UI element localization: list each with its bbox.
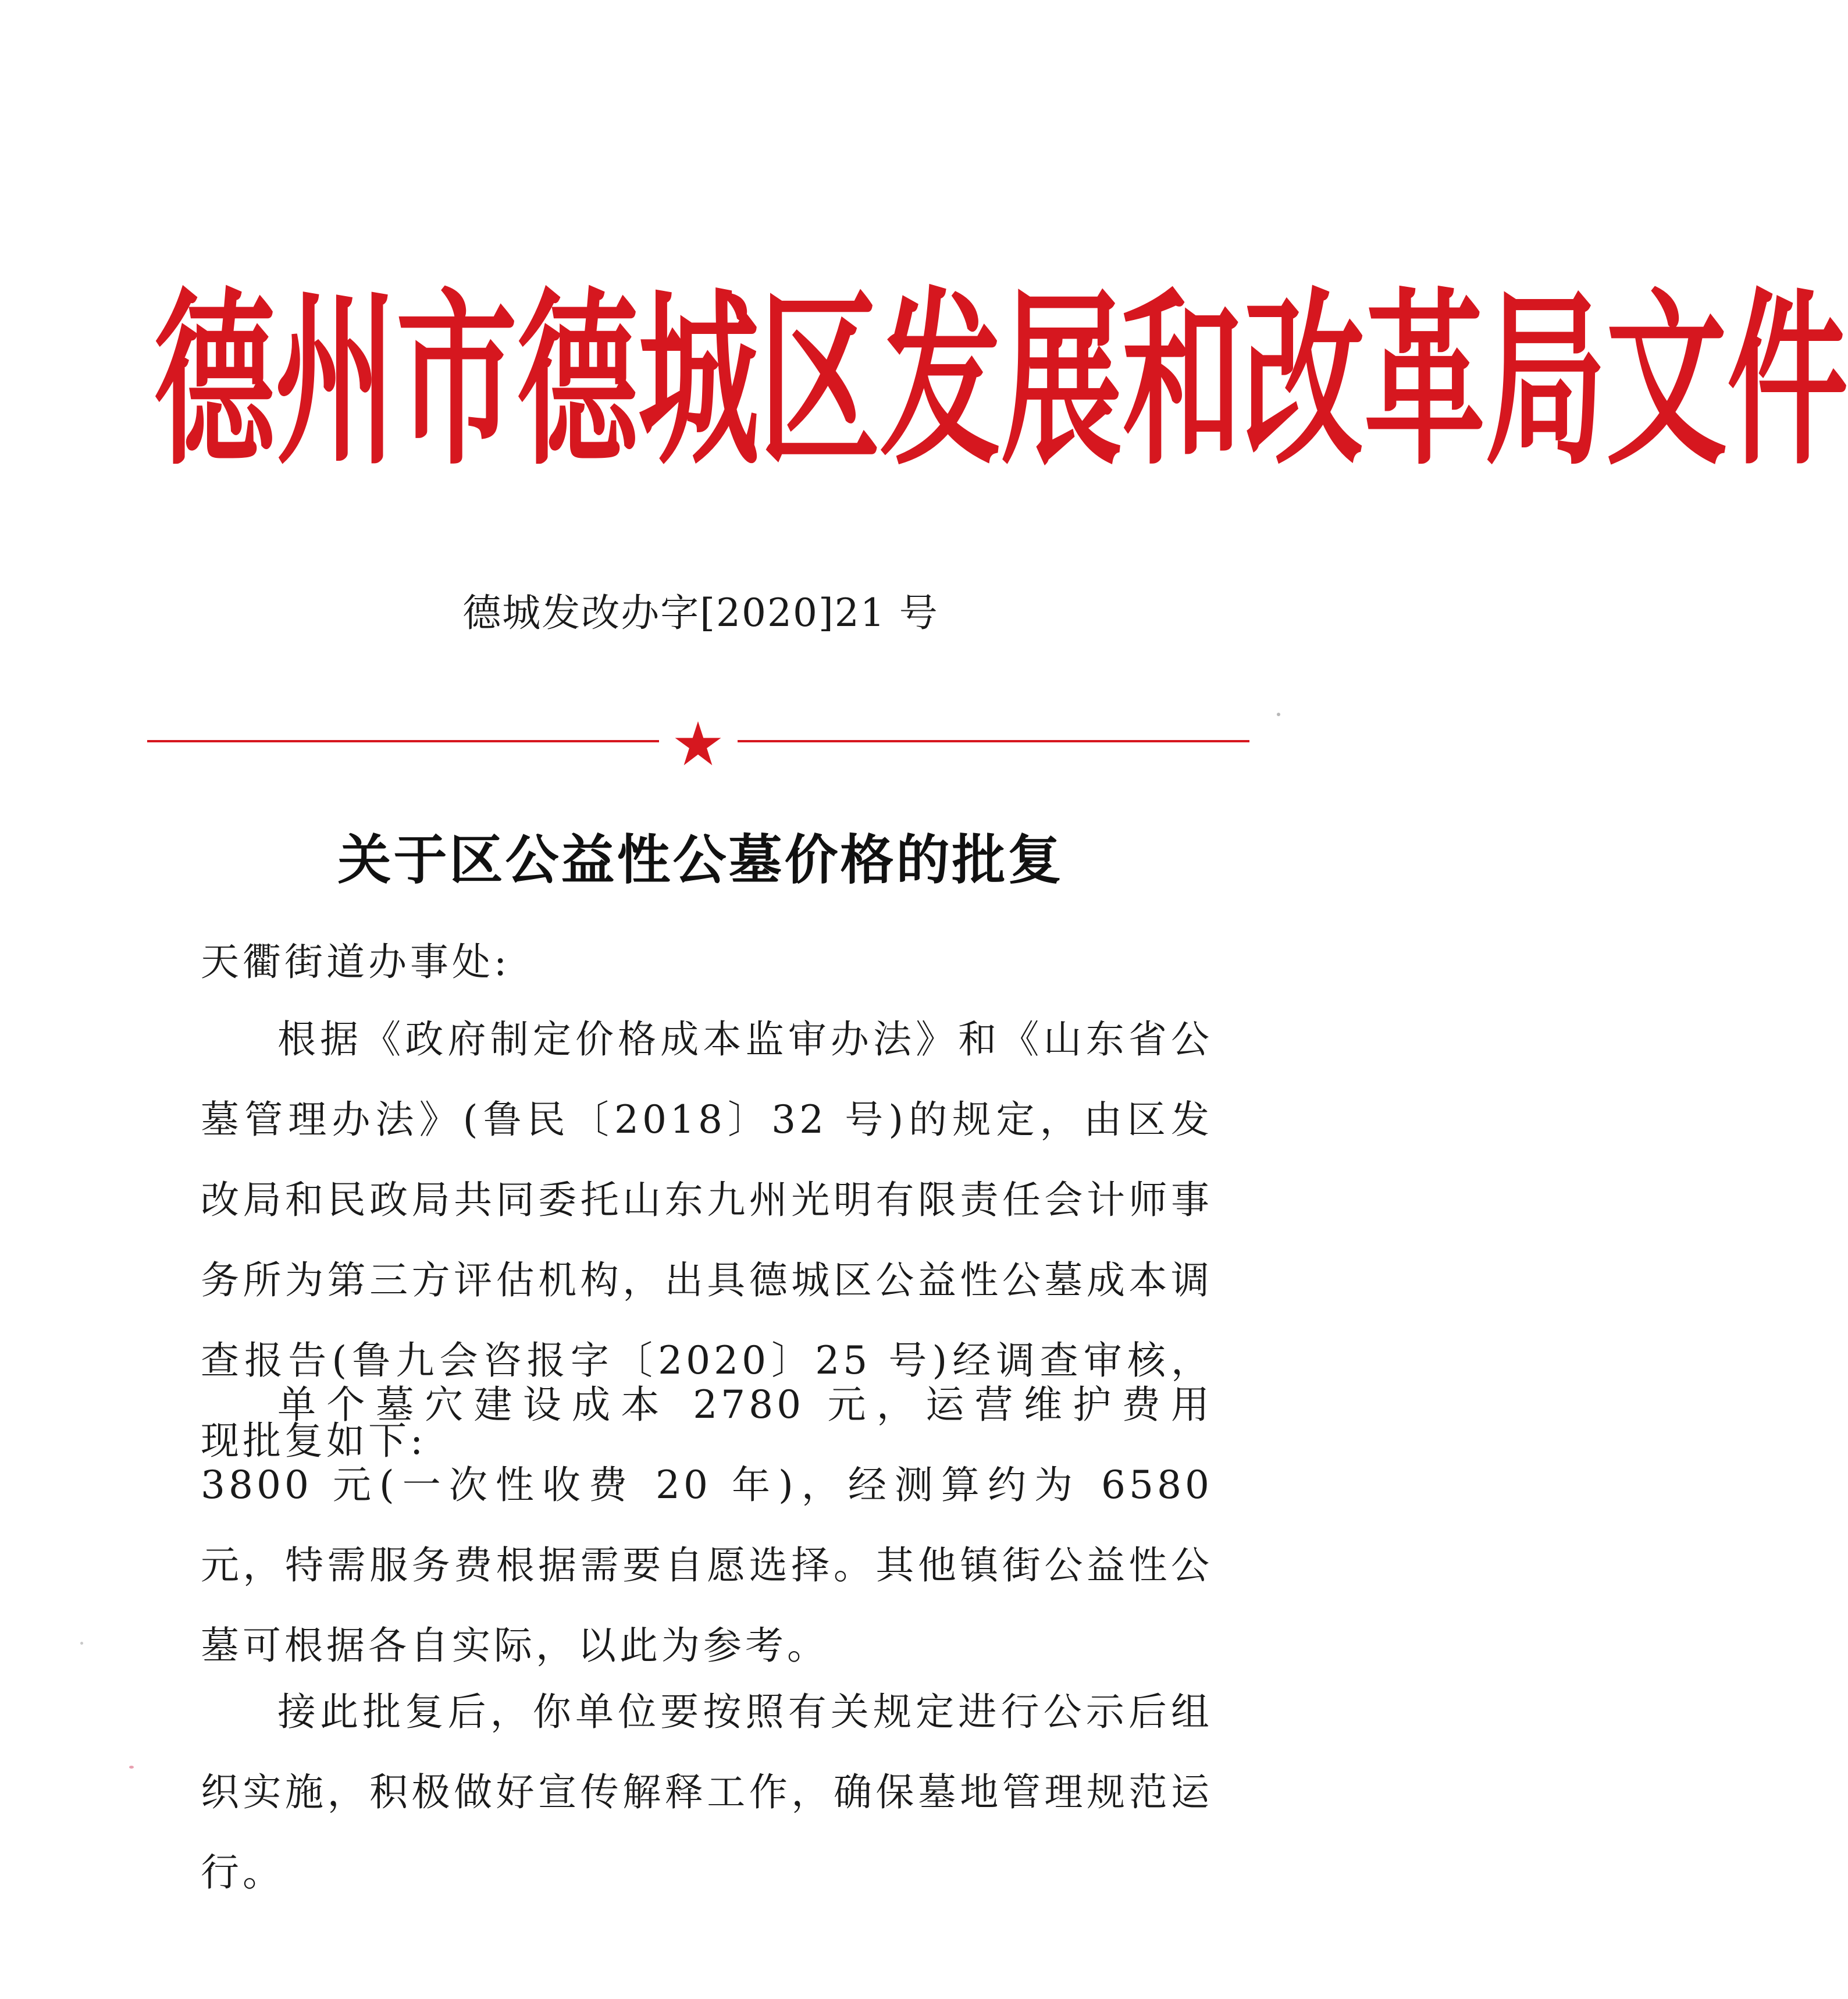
org-header-char: 和 [1122,271,1243,492]
red-star-icon [674,720,722,767]
divider-line-left [147,740,659,742]
org-header-char: 改 [1243,271,1364,492]
org-header-char: 发 [880,271,1001,492]
org-header-char: 城 [638,271,759,492]
red-divider [147,720,1249,761]
org-header-char: 文 [1606,271,1727,492]
org-header-char: 局 [1485,271,1606,492]
scan-speck [80,1642,83,1645]
org-header-char: 革 [1364,271,1485,492]
scan-speck [1277,713,1280,716]
org-header-char: 件 [1727,271,1848,492]
paragraph-pricing: 单个墓穴建设成本 2780 元，运营维护费用 3800 元(一次性收费 20 年)，经测算约为 6580 元，特需服务费根据需要自愿选择。其他镇街公益性公墓可根据各自实际，以此为参考。 [201,1382,1213,1668]
org-header-char: 德 [154,271,275,492]
document-number: 德城发改办字[2020]21 号 [462,591,939,635]
org-header-char: 展 [1001,271,1122,492]
scan-speck [129,1766,134,1769]
org-header-char: 德 [517,271,638,492]
org-header-title [154,201,1848,561]
paragraph-basis: 根据《政府制定价格成本监审办法》和《山东省公墓管理办法》(鲁民〔2018〕32 号)的规定，由区发改局和民政局共同委托山东九州光明有限责任会计师事务所为第三方评估机构，出具德城区公益性公墓成本调查报告(鲁九会咨报字〔2020〕25 号)经调查审核，现批复如下: [201,1017,1213,1463]
org-header-char: 区 [759,271,880,492]
org-header-char: 市 [396,271,517,492]
org-header-char: 州 [275,271,396,492]
paragraph-implementation: 接此批复后，你单位要按照有关规定进行公示后组织实施，积极做好宣传解释工作，确保墓地管理规范运行。 [201,1689,1213,1895]
divider-line-right [738,740,1249,742]
addressee: 天衢街道办事处: [201,940,511,984]
document-title: 关于区公益性公墓价格的批复 [337,828,1064,891]
